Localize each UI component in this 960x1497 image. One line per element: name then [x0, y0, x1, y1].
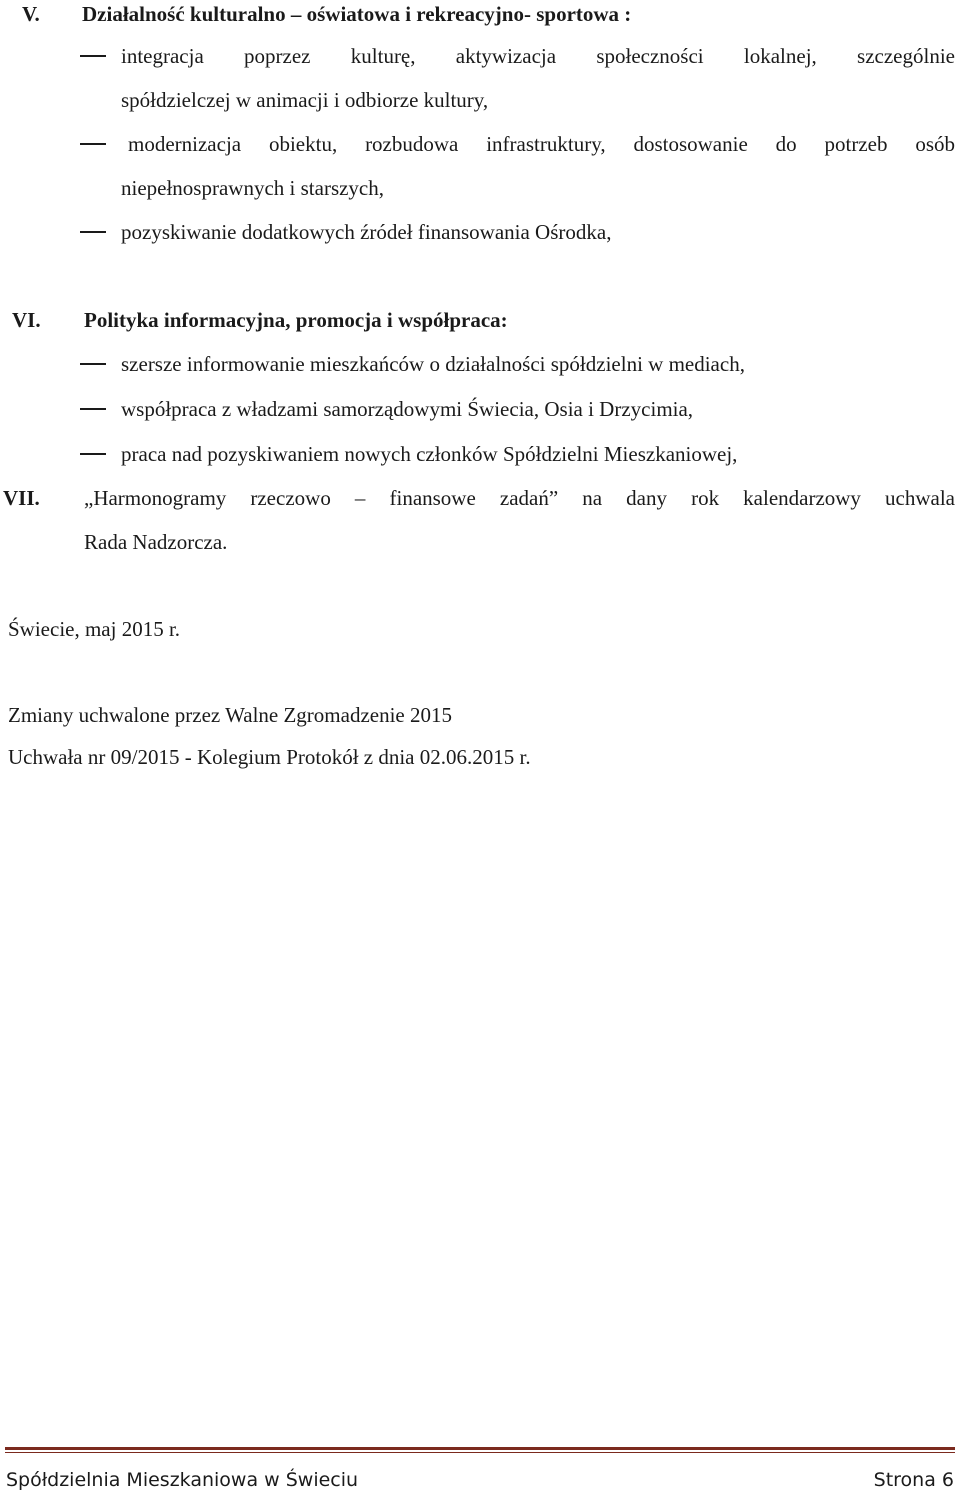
footer-divider	[5, 1447, 955, 1450]
section-vii-numeral: VII.	[3, 486, 40, 510]
list-item-line: niepełnosprawnych i starszych,	[121, 176, 385, 200]
list-item	[80, 440, 960, 468]
list-item-line: współpraca z władzami samorządowymi Świecia, Osia i Drzycimia,	[121, 397, 694, 421]
section-v-numeral: V.	[22, 2, 40, 26]
list-item	[80, 350, 960, 378]
list-item	[80, 395, 960, 423]
amendment-note: Zmiany uchwalone przez Walne Zgromadzenie 2015	[8, 703, 452, 727]
section-vii-line: Rada Nadzorcza.	[84, 530, 228, 554]
footer-divider	[5, 1452, 955, 1453]
footer-page-number: Strona 6	[873, 1469, 954, 1491]
dash-bullet-icon	[80, 55, 106, 57]
section-v-title: Działalność kulturalno – oświatowa i rekreacyjno- sportowa :	[82, 2, 632, 26]
list-item-line: praca nad pozyskiwaniem nowych członków Spółdzielni Mieszkaniowej,	[121, 442, 738, 466]
place-date: Świecie, maj 2015 r.	[8, 617, 181, 641]
list-item-line: integracja poprzez kulturę, aktywizacja społeczności lokalnej, szczególnie	[121, 44, 955, 68]
section-vi-heading	[0, 306, 960, 334]
dash-bullet-icon	[80, 143, 106, 145]
list-item-line: spółdzielczej w animacji i odbiorze kultury,	[121, 88, 489, 112]
section-vi-title: Polityka informacyjna, promocja i współpraca:	[84, 308, 508, 332]
list-item	[80, 218, 960, 246]
dash-bullet-icon	[80, 453, 106, 455]
footer-organization: Spółdzielnia Mieszkaniowa w Świeciu	[6, 1469, 359, 1491]
section-v-heading	[0, 0, 960, 28]
section-vii-line: „Harmonogramy rzeczowo – finansowe zadań” na dany rok kalendarzowy uchwala	[84, 486, 955, 510]
list-item	[80, 130, 960, 200]
list-item-line: pozyskiwanie dodatkowych źródeł finansowania Ośrodka,	[121, 220, 612, 244]
list-item-line: modernizacja obiektu, rozbudowa infrastruktury, dostosowanie do potrzeb osób	[128, 132, 955, 156]
dash-bullet-icon	[80, 231, 106, 233]
list-item-line: szersze informowanie mieszkańców o działalności spółdzielni w mediach,	[121, 352, 745, 376]
section-vi-numeral: VI.	[12, 308, 41, 332]
resolution-note: Uchwała nr 09/2015 - Kolegium Protokół z dnia 02.06.2015 r.	[8, 745, 531, 769]
list-item	[80, 42, 960, 112]
dash-bullet-icon	[80, 363, 106, 365]
dash-bullet-icon	[80, 408, 106, 410]
